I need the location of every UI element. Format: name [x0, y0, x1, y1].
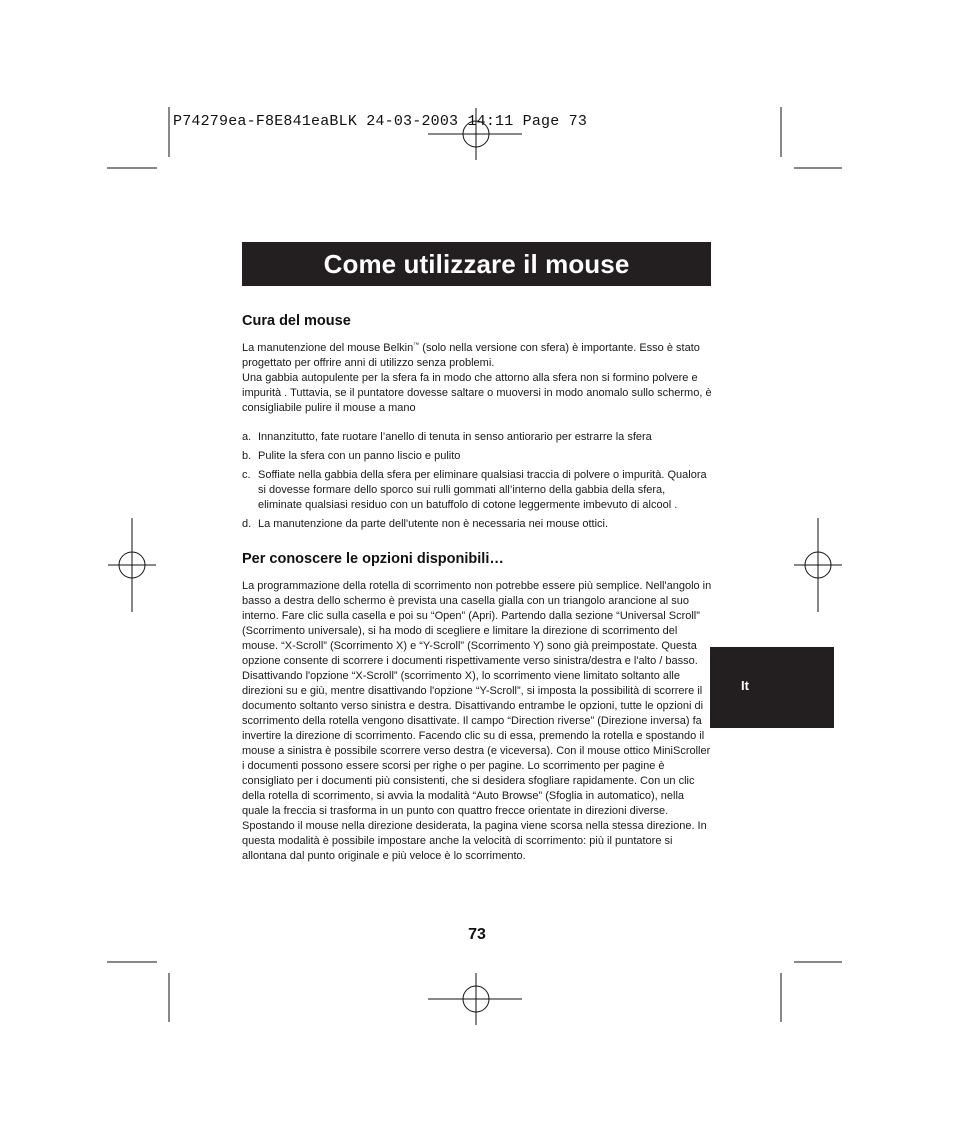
language-tab	[710, 647, 834, 728]
list-marker: b.	[242, 450, 252, 462]
section-options	[242, 550, 712, 864]
section-heading-options: Per conoscere le opzioni disponibili…	[242, 551, 504, 567]
list-marker: a.	[242, 431, 252, 443]
list-marker: d.	[242, 518, 252, 530]
intro-paragraph	[242, 341, 712, 371]
intro-text-end: (solo nella versione con sfera) è importante. Esso è stato progettato per offrire anni di utilizzo senza problemi.	[242, 342, 700, 369]
trademark-symbol: ™	[413, 342, 420, 349]
list-item-text: La manutenzione da parte dell'utente non è necessaria nei mouse ottici.	[258, 518, 609, 530]
section-mouse-care	[242, 312, 712, 532]
list-item-text: Innanzitutto, fate ruotare l’anello di tenuta in senso antiorario per estrarre la sfera	[258, 431, 652, 443]
list-marker: c.	[242, 469, 251, 481]
intro-text-start: La manutenzione del mouse Belkin	[242, 342, 414, 354]
options-paragraph: La programmazione della rotella di scorrimento non potrebbe essere più semplice. Nell'angolo in basso a destra dello schermo è prevista una casella gialla con un triangolo arancione al suo interno. Fare clic sulla casella e poi su “Open” (Apri). Partendo dalla sezione “Universal Scroll” (Scorrimento universale), si ha modo di scegliere e limitare la direzione di scorrimento del mouse. “X-Scroll” (Scorrimento X) e “Y-Scroll” (Scorrimento Y) sono già preimpostate. Questa opzione consente di scorrere i documenti rispettivamente verso sinistra/destra e l'alto / basso. Disattivando l'opzione “X-Scroll” (scorrimento X), lo scorrimento viene limitato soltanto alle direzioni su e giù, mentre disattivando l'opzione “Y-Scroll”, si imposta la possibilità di scorrere il documento soltanto verso sinistra e destra. Disattivando entrambe le opzioni, tutte le opzioni di scorrimento della rotella vengono disattivate. Il campo “Direction riverse” (Direzione inversa) fa invertire la direzione di scorrimento. Facendo clic su di essa, premendo la rotella e spostando il mouse a sinistra è possibile scorrere verso destra (e viceversa). Con il mouse ottico MiniScroller i documenti possono essere scorsi per righe o per pagine. Lo scorrimento per pagine è consigliato per i documenti più consistenti, che si desidera sfogliare rapidamente. Con un clic della rotella di scorrimento, si avvia la modalità “Auto Browse” (Sfoglia in automatico), nella quale la freccia si trasforma in un punto con quattro frecce orientate in direzioni diverse. Spostando il mouse nella direzione desiderata, la pagina viene scorsa nella stessa direzione. In questa modalità è possibile impostare anche la velocità di scorrimento: più il puntatore si allontana dal punto originale e più veloce è lo scorrimento.	[242, 580, 712, 862]
page-title: Come utilizzare il mouse	[323, 248, 630, 279]
list-item-text: Pulite la sfera con un panno liscio e pulito	[258, 450, 461, 462]
list-item	[242, 468, 712, 513]
print-slug-line: P74279ea-F8E841eaBLK 24-03-2003 14:11 Page 73	[173, 113, 588, 130]
section-heading-mouse-care: Cura del mouse	[242, 313, 351, 329]
title-bar	[242, 242, 711, 286]
main-content	[242, 312, 712, 864]
list-item-text: Soffiate nella gabbia della sfera per eliminare qualsiasi traccia di polvere o impurità. Qualora si dovesse formare dello sporco sui rulli gommati all’interno della gabbia della sfera, eliminate qualsiasi residuo con un batuffolo di cotone leggermente imbevuto di alcool .	[258, 469, 707, 511]
page-number: 73	[468, 926, 486, 943]
language-tab-label: It	[741, 678, 749, 693]
list-item	[242, 430, 712, 445]
intro-paragraph-2: Una gabbia autopulente per la sfera fa in modo che attorno alla sfera non si formino polvere e impurità . Tuttavia, se il puntatore dovesse saltare o muoversi in modo anomalo sullo schermo, è consigliabile pulire il mouse a mano	[242, 372, 712, 414]
cleaning-steps-list	[242, 430, 712, 532]
list-item	[242, 517, 712, 532]
list-item	[242, 449, 712, 464]
